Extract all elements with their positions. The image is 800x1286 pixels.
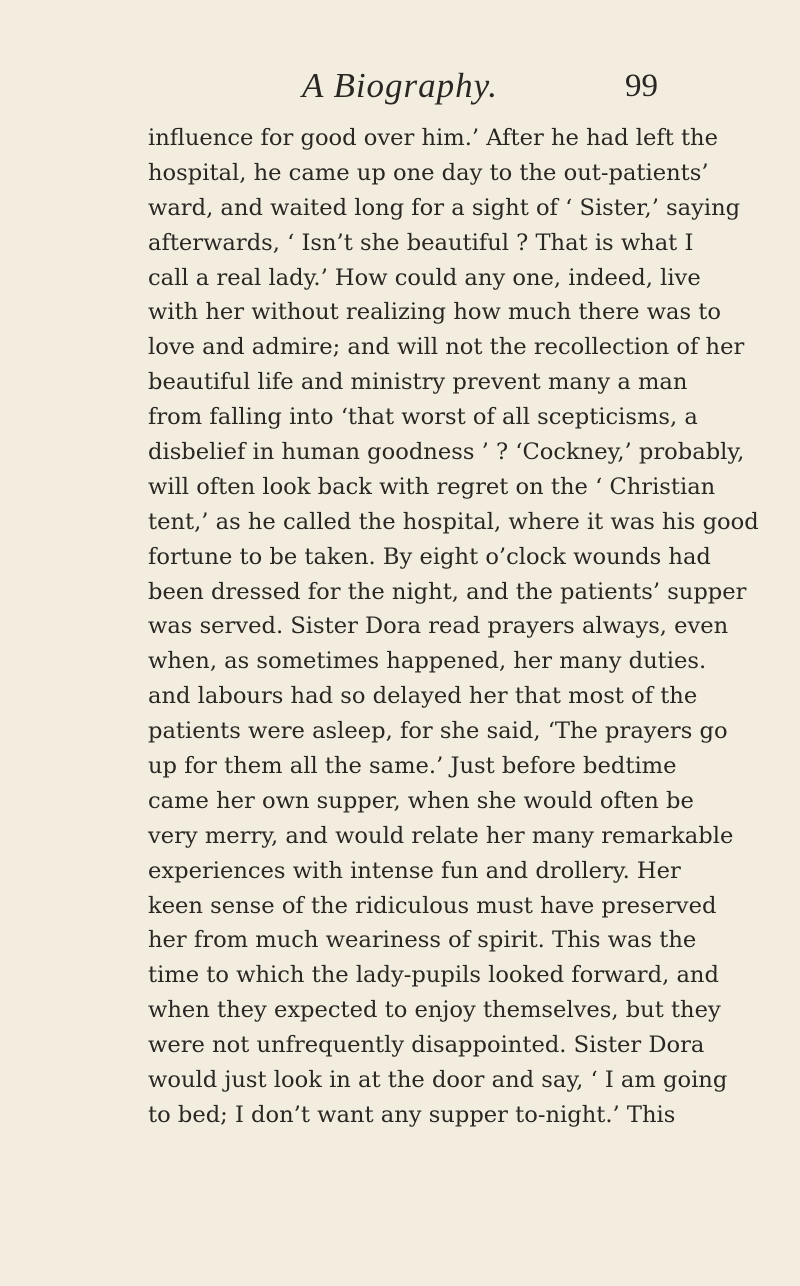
text-line: experiences with intense fun and drollery. Her [148,857,681,884]
text-line: to bed; I don’t want any supper to-night.’ This [148,1101,676,1128]
text-line: her from much weariness of spirit. This was the [148,927,697,954]
text-line: will often look back with regret on the ‘ Christian [148,473,716,500]
text-line: afterwards, ‘ Isn’t she beautiful ? That is what I [148,229,694,256]
text-line: hospital, he came up one day to the out-patients’ [148,159,709,186]
text-line: love and admire; and will not the recollection of her [148,334,745,361]
text-line: influence for good over him.’ After he had left the [148,125,718,151]
body-text [148,121,759,1133]
text-line: call a real lady.’ How could any one, indeed, live [148,264,701,291]
running-head [0,60,800,110]
text-line: from falling into ‘that worst of all scepticisms, a [148,404,698,431]
text-line: disbelief in human goodness ’ ? ‘Cockney,’ probably, [148,439,745,466]
running-title: A Biography. [301,66,499,105]
text-line: been dressed for the night, and the patients’ supper [148,578,747,605]
page-number: 99 [625,68,658,104]
text-line: would just look in at the door and say, ‘ I am going [148,1067,728,1094]
text-line: time to which the lady-pupils looked forward, and [148,962,719,989]
text-line: keen sense of the ridiculous must have preserved [148,892,717,919]
text-line: fortune to be taken. By eight o’clock wounds had [148,543,711,570]
text-line: beautiful life and ministry prevent many a man [148,369,688,396]
text-line: was served. Sister Dora read prayers always, even [148,613,729,640]
text-line: with her without realizing how much there was to [148,299,721,326]
text-line: were not unfrequently disappointed. Sister Dora [148,1032,705,1059]
text-line: when, as sometimes happened, her many duties. [148,648,707,675]
text-line: ward, and waited long for a sight of ‘ Sister,’ saying [148,194,741,221]
text-line: patients were asleep, for she said, ‘The prayers go [148,718,728,745]
text-line: when they expected to enjoy themselves, but they [148,997,721,1024]
text-line: came her own supper, when she would often be [148,787,694,814]
text-line: very merry, and would relate her many remarkable [148,822,734,849]
text-line: and labours had so delayed her that most of the [148,683,698,710]
text-line: up for them all the same.’ Just before bedtime [148,753,677,780]
text-line: tent,’ as he called the hospital, where it was his good [148,508,759,535]
